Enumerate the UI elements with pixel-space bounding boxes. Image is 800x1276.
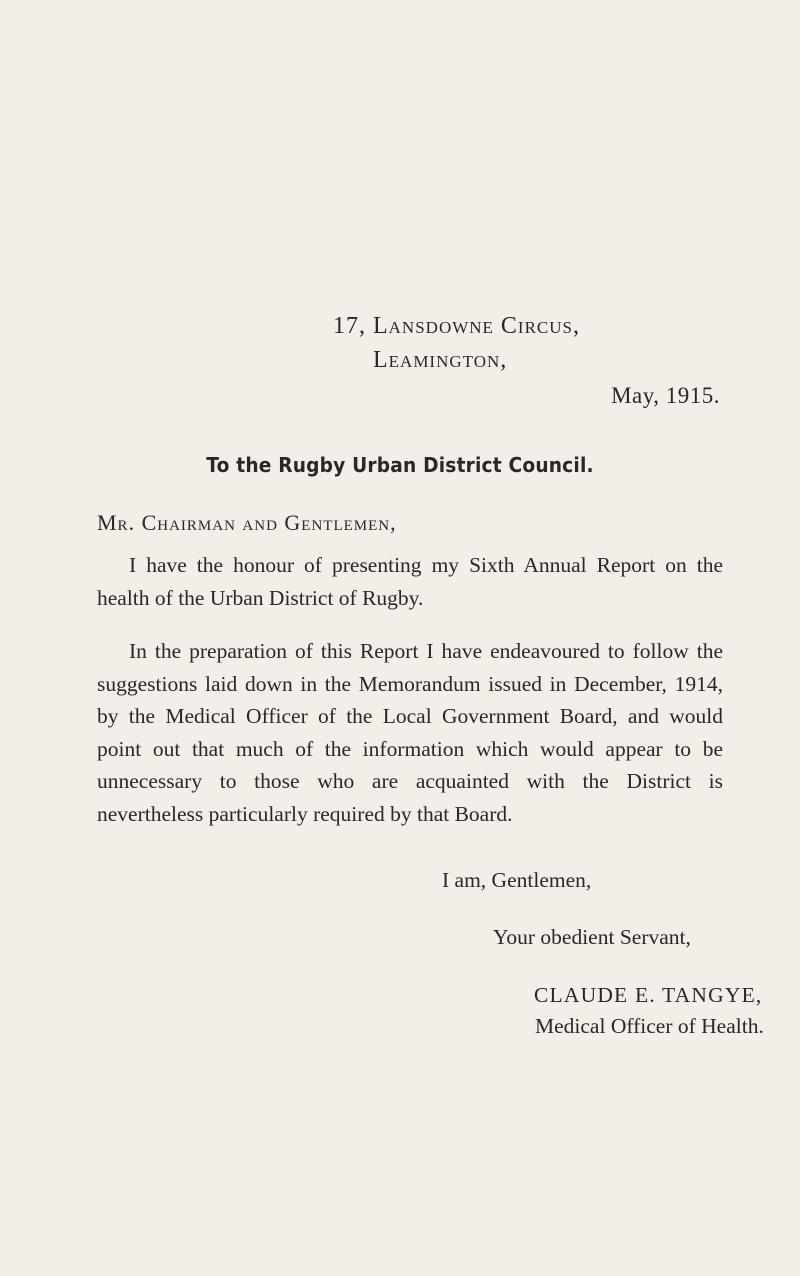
addressee-heading: To the Rugby Urban District Council.	[206, 453, 594, 477]
address-line-1: 17, Lansdowne Circus,	[333, 313, 581, 339]
salutation: Mr. Chairman and Gentlemen,	[97, 510, 397, 535]
body-paragraph-2: In the preparation of this Report I have endeavoured to follow the suggestions laid down in the Memorandum issued in December, 1914, by the Medical Officer of the Local Government Board, and would point out that much of the information which would appear to be unnecessary to those who are acquainted with the District is nevertheless particularly required by that Board.	[97, 639, 723, 826]
closing-line-1: I am, Gentlemen,	[442, 868, 592, 892]
signer-title: Medical Officer of Health.	[535, 1014, 764, 1038]
letter-date: May, 1915.	[611, 383, 720, 408]
address-line-2: Leamington,	[373, 347, 508, 373]
closing-line-2: Your obedient Servant,	[493, 925, 691, 949]
signer-name: CLAUDE E. TANGYE,	[534, 983, 763, 1007]
body-paragraph-1: I have the honour of presenting my Sixth Annual Report on the health of the Urban District of Rugby.	[97, 553, 723, 610]
